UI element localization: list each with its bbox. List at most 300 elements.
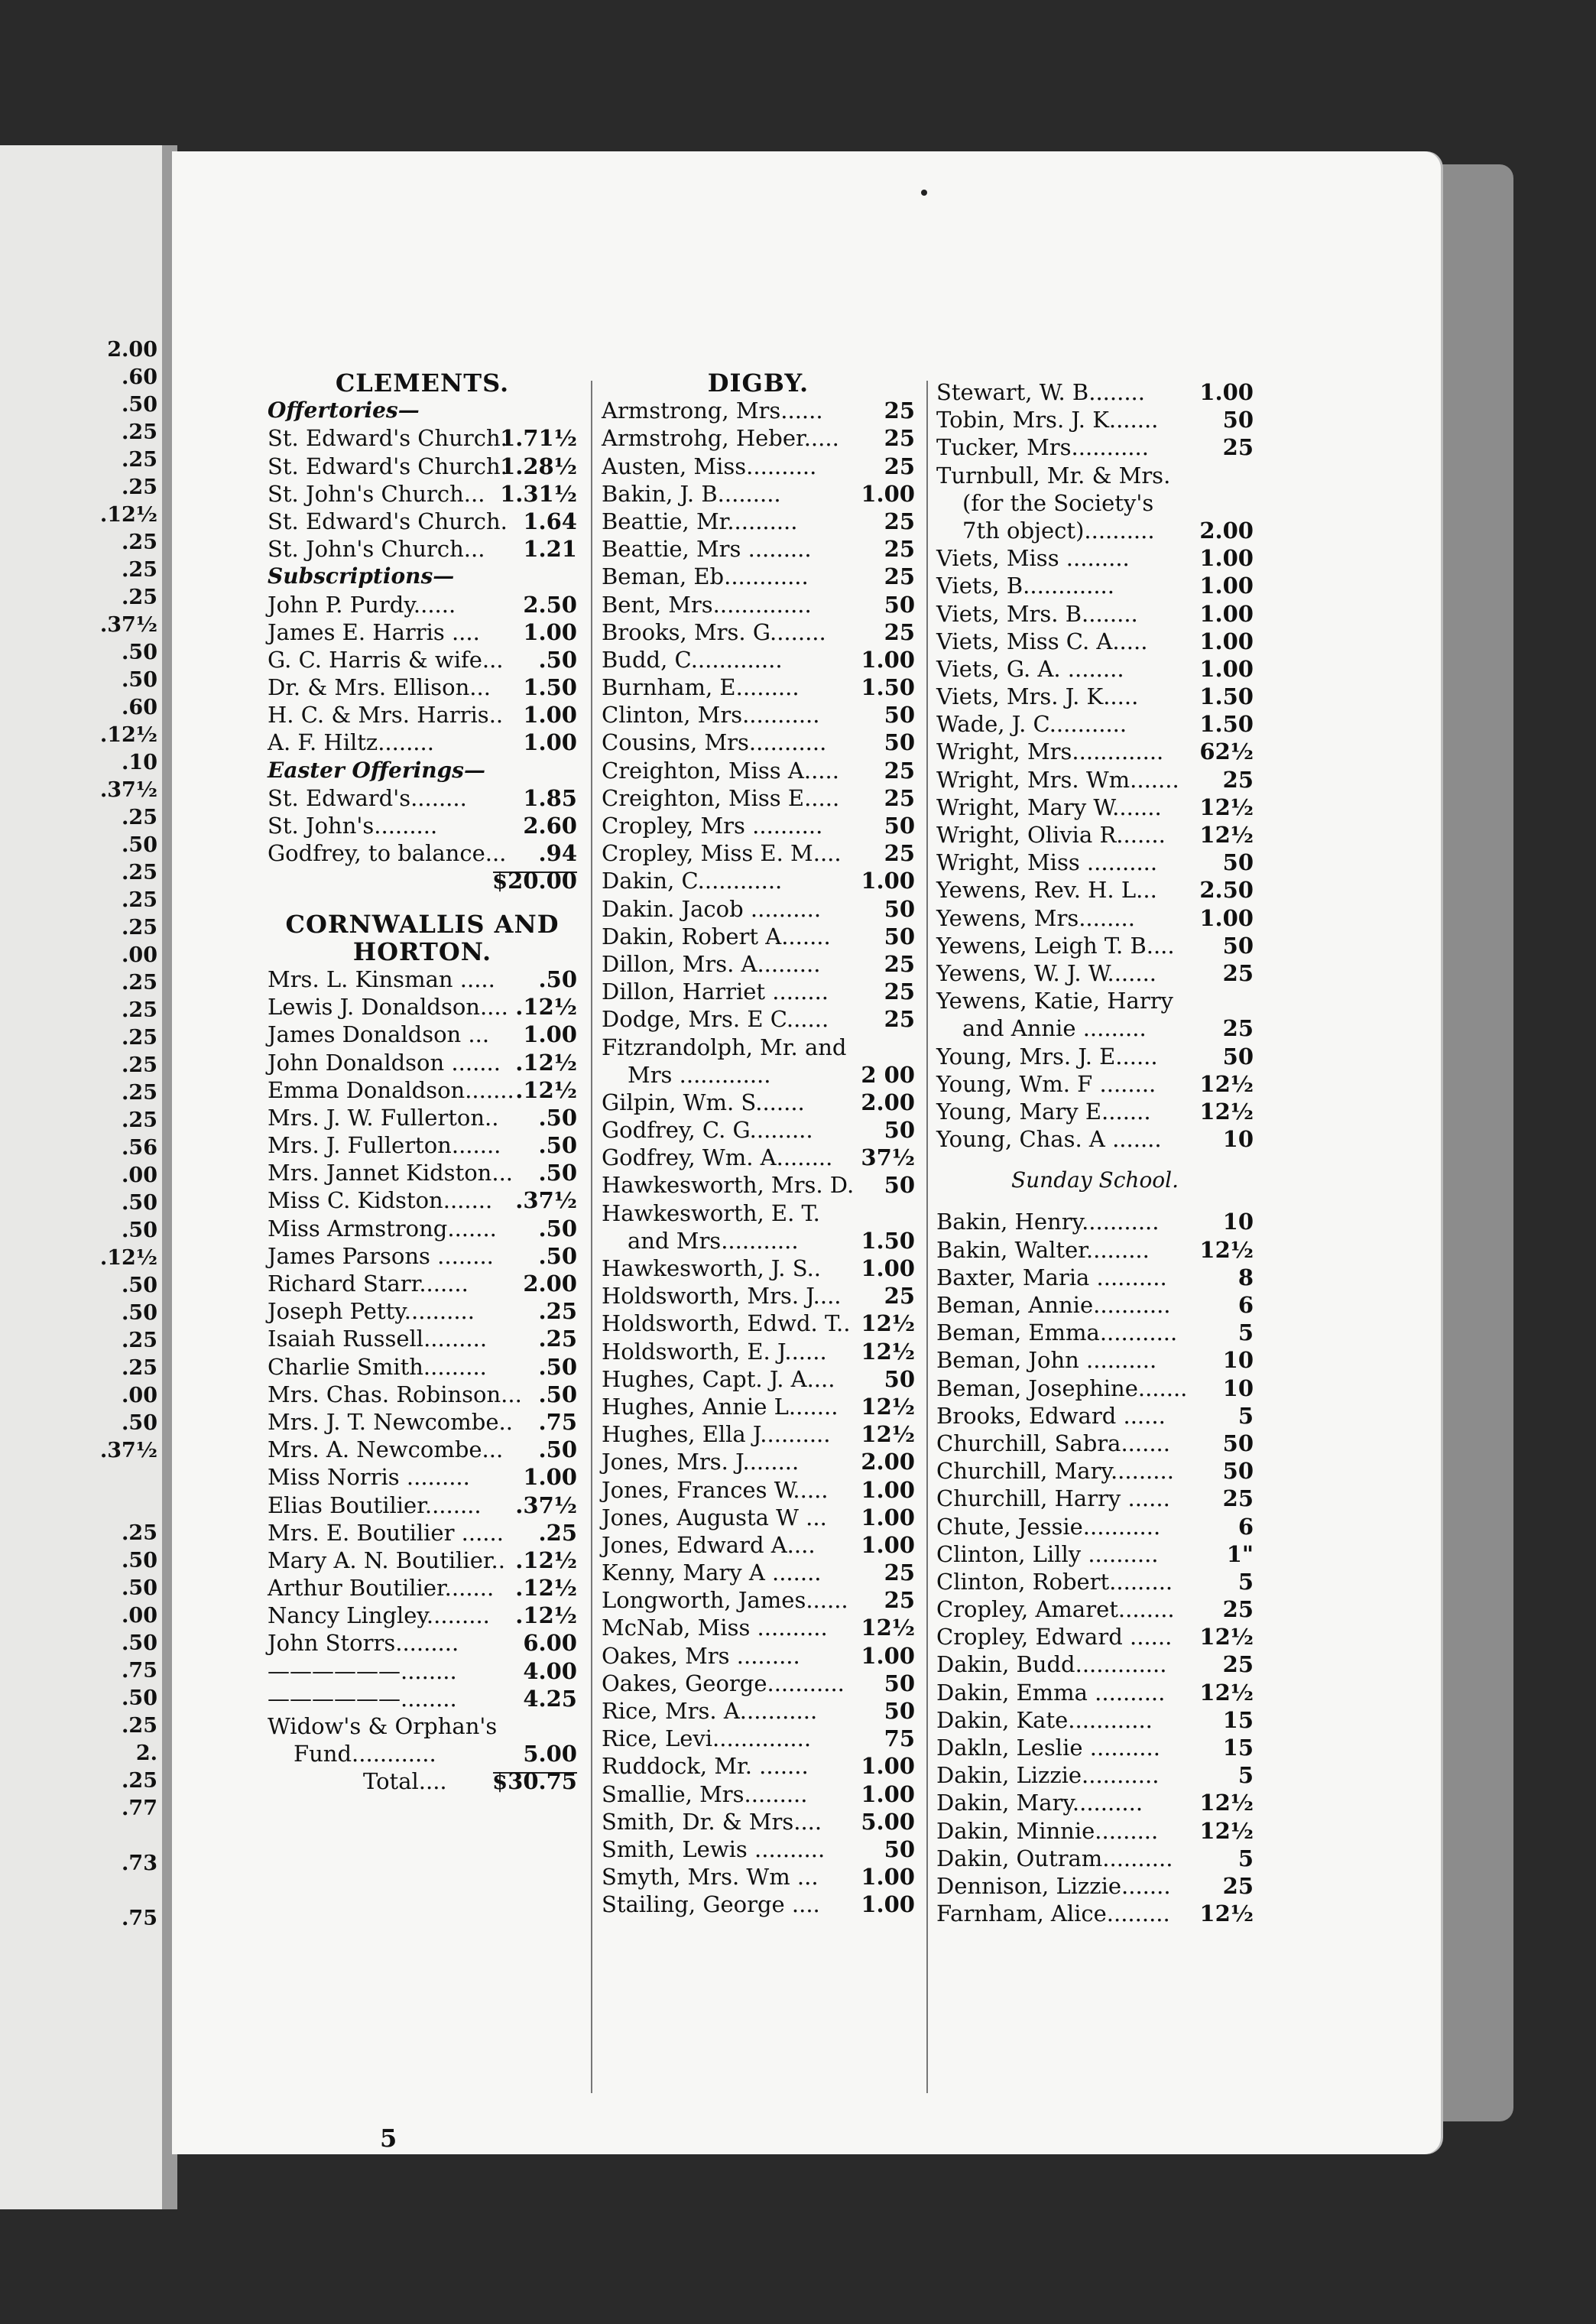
entry-name: Clinton, Lilly .......... xyxy=(936,1540,1159,1567)
list-item xyxy=(268,535,577,563)
entry-amount: 50 xyxy=(1222,1458,1254,1485)
entry-amount: 50 xyxy=(884,1670,915,1696)
list-item xyxy=(936,1014,1254,1042)
entry-amount: 1.00 xyxy=(1199,904,1254,931)
list-item xyxy=(936,959,1254,987)
entry-amount: 10 xyxy=(1222,1347,1254,1374)
entry-name: Hawkesworth, E. T. xyxy=(602,1199,820,1226)
entry-name: Dakin, Budd............. xyxy=(936,1651,1167,1678)
entry-amount: 12½ xyxy=(1199,1098,1254,1125)
entry-amount: 5 xyxy=(1238,1762,1254,1789)
entry-amount: .50 xyxy=(538,646,577,673)
list-item xyxy=(602,701,915,729)
entry-name: Young, Mary E....... xyxy=(936,1098,1151,1125)
entry-amount: 25 xyxy=(884,563,915,590)
list-item xyxy=(602,812,915,839)
entry-name: Nancy Lingley......... xyxy=(268,1602,490,1629)
entry-name: Mrs. J. T. Newcombe.. xyxy=(268,1408,513,1435)
heading-sunday-school: Sunday School. xyxy=(1010,1167,1179,1193)
column-rule-2 xyxy=(926,381,928,2093)
list-item xyxy=(936,1485,1254,1512)
entry-name: Dillon, Harriet ........ xyxy=(602,979,829,1005)
list-item xyxy=(602,867,915,894)
list-item xyxy=(936,1845,1254,1872)
entry-amount: 6.00 xyxy=(523,1630,577,1657)
entry-amount: 37½ xyxy=(861,1144,915,1171)
entry-name: Viets, Mrs. J. K..... xyxy=(936,683,1139,710)
list-item xyxy=(602,1282,915,1310)
list-item xyxy=(602,1752,915,1780)
entry-amount: 50 xyxy=(884,1836,915,1862)
left-page-amount xyxy=(89,1878,157,1905)
left-page-amount xyxy=(89,1823,157,1850)
entry-name: Viets, Miss ......... xyxy=(936,545,1130,572)
entry-amount: 6 xyxy=(1238,1513,1254,1540)
entry-amount: 12½ xyxy=(1199,1679,1254,1706)
subtotal-row xyxy=(268,867,577,894)
entry-amount: 1.00 xyxy=(861,1780,915,1807)
list-item xyxy=(936,600,1254,628)
entry-amount: 62½ xyxy=(1199,738,1254,765)
list-item xyxy=(268,1104,577,1131)
list-item xyxy=(602,646,915,674)
entry-amount: 50 xyxy=(884,729,915,756)
left-page-amount: .73 xyxy=(122,1852,157,1875)
list-item xyxy=(936,1098,1254,1125)
list-item xyxy=(602,1393,915,1420)
entry-name: John Storrs......... xyxy=(268,1630,459,1657)
entry-amount: 12½ xyxy=(1199,1236,1254,1263)
list-item xyxy=(602,1089,915,1116)
list-item xyxy=(268,591,577,618)
entry-name: Dodge, Mrs. E C...... xyxy=(602,1006,829,1033)
list-item xyxy=(936,1679,1254,1706)
entry-amount: 1.85 xyxy=(523,784,577,811)
entry-name: Stailing, George .... xyxy=(602,1891,820,1918)
entry-name: Lewis J. Donaldson.... xyxy=(268,994,508,1021)
list-item xyxy=(602,757,915,784)
entry-name: Brooks, Edward ...... xyxy=(936,1402,1166,1429)
entry-name: Rice, Levi.............. xyxy=(602,1725,812,1752)
entry-name: Mrs. J. W. Fullerton.. xyxy=(268,1104,499,1131)
list-item xyxy=(268,1408,577,1436)
entry-amount: 12½ xyxy=(861,1338,915,1365)
entry-name: Armstrohg, Heber..... xyxy=(602,425,839,452)
list-item xyxy=(602,1863,915,1891)
entry-name: Beman, Eb............ xyxy=(602,563,809,590)
entry-name: Longworth, James...... xyxy=(602,1587,848,1614)
entry-name: Budd, C............. xyxy=(602,646,783,673)
list-item xyxy=(936,821,1254,849)
entry-amount: 2.50 xyxy=(1199,877,1254,904)
left-page-amount: .12½ xyxy=(99,723,157,747)
entry-amount: 12½ xyxy=(861,1615,915,1641)
list-item xyxy=(268,993,577,1021)
list-item xyxy=(936,1043,1254,1070)
entry-name: Clinton, Robert......... xyxy=(936,1568,1173,1595)
entry-name: Cropley, Miss E. M.... xyxy=(602,840,842,867)
entry-name: Godfrey, C. G......... xyxy=(602,1117,813,1144)
entry-name: St. John's Church... xyxy=(268,480,485,507)
list-item xyxy=(602,1448,915,1475)
entry-name: Mrs. A. Newcombe... xyxy=(268,1436,504,1463)
entry-amount: 12½ xyxy=(1199,1624,1254,1650)
entry-amount: 10 xyxy=(1222,1375,1254,1401)
entry-name: Chute, Jessie........... xyxy=(936,1513,1161,1540)
left-page-amount: .25 xyxy=(122,1769,157,1793)
entry-amount: .12½ xyxy=(515,1049,577,1076)
entry-name: Arthur Boutilier....... xyxy=(268,1575,495,1602)
left-page-amount: 2.00 xyxy=(107,338,157,362)
entry-name: Miss Norris ......... xyxy=(268,1464,470,1491)
list-item xyxy=(936,738,1254,765)
list-item xyxy=(602,618,915,646)
list-item xyxy=(268,1186,577,1214)
entry-amount: 5 xyxy=(1238,1845,1254,1871)
left-page-amount xyxy=(89,1465,157,1492)
entry-amount: 50 xyxy=(884,923,915,949)
entry-amount: 12½ xyxy=(1199,822,1254,848)
entry-amount: 25 xyxy=(884,1587,915,1614)
left-page-amount: .37½ xyxy=(99,778,157,802)
list-item xyxy=(268,1270,577,1297)
list-item xyxy=(936,932,1254,959)
print-dot xyxy=(921,190,927,196)
list-item xyxy=(936,1734,1254,1761)
entry-amount: 1.00 xyxy=(861,1531,915,1558)
list-item xyxy=(602,1808,915,1836)
entry-amount: .50 xyxy=(538,1436,577,1463)
entry-name: Charlie Smith......... xyxy=(268,1353,487,1380)
list-item xyxy=(936,1568,1254,1595)
list-item xyxy=(268,1685,577,1712)
entry-amount: 1" xyxy=(1226,1540,1254,1567)
list-item xyxy=(602,453,915,480)
list-item xyxy=(936,710,1254,738)
entry-name: Smallie, Mrs......... xyxy=(602,1780,808,1807)
left-page-amount: .50 xyxy=(122,1301,157,1325)
entry-name: Cousins, Mrs........... xyxy=(602,729,827,756)
entry-name: Beman, Emma........... xyxy=(936,1319,1178,1346)
list-item xyxy=(268,1519,577,1547)
left-page-amount: .25 xyxy=(122,586,157,609)
entry-name: McNab, Miss .......... xyxy=(602,1615,828,1641)
entry-amount: 1.64 xyxy=(523,508,577,534)
left-page-amount: .25 xyxy=(122,1521,157,1545)
list-item xyxy=(268,1629,577,1657)
list-item xyxy=(936,462,1254,489)
entry-amount: 1.50 xyxy=(861,1227,915,1254)
list-item xyxy=(602,1034,915,1061)
entry-amount: 12½ xyxy=(861,1393,915,1420)
left-page-amount: .50 xyxy=(122,1686,157,1710)
entry-amount: .25 xyxy=(538,1326,577,1352)
list-item xyxy=(936,1623,1254,1650)
list-item xyxy=(936,1457,1254,1485)
list-item xyxy=(602,729,915,756)
entry-name: Oakes, Mrs ......... xyxy=(602,1642,800,1669)
entry-amount: 4.00 xyxy=(523,1657,577,1684)
entry-amount: 15 xyxy=(1222,1735,1254,1761)
list-item xyxy=(268,1436,577,1463)
entry-name: Mrs. E. Boutilier ...... xyxy=(268,1519,504,1546)
left-page xyxy=(0,145,165,2209)
left-page-amount: .50 xyxy=(122,393,157,417)
entry-amount: 2.00 xyxy=(861,1089,915,1115)
entry-amount: 1.00 xyxy=(861,646,915,673)
list-item xyxy=(936,1070,1254,1098)
entry-amount: 2 00 xyxy=(861,1061,915,1088)
entry-name: James E. Harris .... xyxy=(268,618,480,645)
left-page-amount: .50 xyxy=(122,1411,157,1435)
entry-name: Dakin. Jacob .......... xyxy=(602,895,822,922)
list-item xyxy=(602,1227,915,1255)
entry-name: Bakin, J. B......... xyxy=(602,480,781,507)
list-item xyxy=(268,424,577,452)
entry-amount: 1.00 xyxy=(861,868,915,894)
left-page-amount: .00 xyxy=(122,943,157,967)
list-item xyxy=(268,646,577,674)
list-item xyxy=(602,1310,915,1337)
list-item xyxy=(268,1381,577,1408)
entry-amount: 1.00 xyxy=(523,618,577,645)
entry-amount: 25 xyxy=(1222,1651,1254,1678)
entry-amount: 50 xyxy=(884,1698,915,1724)
entry-amount: 25 xyxy=(884,1006,915,1033)
left-page-amount: .25 xyxy=(122,1714,157,1738)
list-item xyxy=(602,674,915,701)
entry-amount: 50 xyxy=(884,895,915,922)
entry-amount: .12½ xyxy=(515,1575,577,1602)
left-page-amount: .10 xyxy=(122,751,157,774)
entry-amount: 15 xyxy=(1222,1706,1254,1733)
left-page-amount: .25 xyxy=(122,420,157,444)
list-item xyxy=(268,1547,577,1574)
list-item xyxy=(936,1761,1254,1789)
entry-name: 7th object).......... xyxy=(962,517,1155,544)
left-page-amount: .75 xyxy=(122,1659,157,1683)
list-item xyxy=(936,1789,1254,1816)
list-item xyxy=(268,729,577,756)
entry-name: Oakes, George........... xyxy=(602,1670,845,1696)
entry-name: Dakin, Minnie......... xyxy=(936,1817,1159,1844)
list-item xyxy=(268,1297,577,1325)
entry-amount: 1.50 xyxy=(1199,683,1254,710)
list-item xyxy=(268,1049,577,1076)
entry-name: Yewens, W. J. W....... xyxy=(936,959,1157,986)
left-page-amount: .12½ xyxy=(99,503,157,527)
entry-name: Wright, Miss .......... xyxy=(936,849,1158,876)
entry-name: Kenny, Mary A ....... xyxy=(602,1560,822,1586)
list-item xyxy=(602,1531,915,1559)
entry-name: Dakin, Robert A....... xyxy=(602,923,831,949)
entry-amount: .37½ xyxy=(515,1187,577,1214)
entry-name: Dakin, Mary.......... xyxy=(936,1790,1143,1816)
entry-name: Richard Starr....... xyxy=(268,1271,469,1297)
left-page-amount: .25 xyxy=(122,916,157,940)
list-item xyxy=(268,1076,577,1104)
entry-amount: 1.00 xyxy=(861,1891,915,1918)
entry-name: Cropley, Edward ...... xyxy=(936,1624,1173,1650)
entry-name: Wright, Mary W....... xyxy=(936,794,1162,820)
entry-amount: 25 xyxy=(1222,959,1254,986)
list-item xyxy=(936,1595,1254,1623)
list-item xyxy=(936,1540,1254,1568)
column-rule-1 xyxy=(591,381,592,2093)
entry-amount: 1.00 xyxy=(861,1864,915,1891)
entry-amount: 75 xyxy=(884,1725,915,1752)
entry-name: St. John's......... xyxy=(268,813,438,839)
list-item xyxy=(602,978,915,1005)
entry-name: Fitzrandolph, Mr. and xyxy=(602,1034,847,1060)
entry-name: Mrs. L. Kinsman ..... xyxy=(268,966,495,992)
entry-amount: 12½ xyxy=(1199,1817,1254,1844)
left-page-amount: .37½ xyxy=(99,1439,157,1462)
list-subscriptions xyxy=(268,591,577,757)
list-item xyxy=(602,508,915,535)
entry-name: Miss C. Kidston....... xyxy=(268,1187,493,1214)
list-easter xyxy=(268,784,577,868)
entry-amount: .50 xyxy=(538,966,577,992)
entry-name: Mrs. Jannet Kidston... xyxy=(268,1160,514,1186)
entry-name: Young, Chas. A ....... xyxy=(936,1126,1162,1153)
entry-name: Bakin, Walter......... xyxy=(936,1236,1150,1263)
widows-fund-row-1 xyxy=(268,1712,577,1740)
list-item xyxy=(936,794,1254,821)
entry-amount: 1.50 xyxy=(523,674,577,701)
left-page-amount: .50 xyxy=(122,1274,157,1297)
list-item xyxy=(936,517,1254,544)
entry-amount: .50 xyxy=(538,1242,577,1269)
left-page-amount: .60 xyxy=(122,365,157,389)
entry-name: Young, Wm. F ........ xyxy=(936,1070,1156,1097)
list-item xyxy=(602,784,915,812)
left-page-amount: .56 xyxy=(122,1136,157,1160)
entry-amount: .12½ xyxy=(515,1602,577,1629)
entry-name: Mrs. J. Fullerton....... xyxy=(268,1132,501,1159)
list-item xyxy=(936,849,1254,876)
entry-name: Holdsworth, Edwd. T.. xyxy=(602,1310,851,1337)
entry-amount: 25 xyxy=(884,1283,915,1310)
entry-amount: .50 xyxy=(538,1160,577,1186)
entry-amount: 2.60 xyxy=(523,813,577,839)
left-page-amount: .25 xyxy=(122,806,157,829)
list-item xyxy=(268,1657,577,1685)
left-page-amount xyxy=(89,1492,157,1520)
left-page-amount: .25 xyxy=(122,971,157,995)
entry-amount: 12½ xyxy=(1199,794,1254,820)
entry-name: (for the Society's xyxy=(962,489,1154,516)
list-item xyxy=(602,1614,915,1641)
total-label: Total.... xyxy=(363,1768,447,1795)
entry-amount: 50 xyxy=(1222,1430,1254,1456)
entry-amount: 25 xyxy=(884,536,915,563)
entry-amount: 1.50 xyxy=(1199,711,1254,738)
column-digby-continued xyxy=(936,378,1254,1927)
entry-name: Smyth, Mrs. Wm ... xyxy=(602,1864,819,1891)
list-item xyxy=(936,406,1254,433)
entry-amount: 50 xyxy=(884,702,915,729)
entry-amount: .25 xyxy=(538,1519,577,1546)
list-item xyxy=(268,1159,577,1186)
list-sunday-school xyxy=(936,1208,1254,1927)
list-item xyxy=(602,1725,915,1752)
section-title-clements: CLEMENTS. xyxy=(335,368,510,398)
entry-amount: .94 xyxy=(538,840,577,867)
left-page-amount: .25 xyxy=(122,558,157,582)
entry-name: Gilpin, Wm. S....... xyxy=(602,1089,805,1115)
list-item xyxy=(268,701,577,729)
left-page-amounts xyxy=(89,336,157,1933)
list-item xyxy=(936,378,1254,406)
entry-name: John Donaldson ....... xyxy=(268,1049,501,1076)
heading-subscriptions: Subscriptions— xyxy=(268,563,455,589)
list-item xyxy=(936,1706,1254,1734)
list-item xyxy=(602,1255,915,1282)
entry-amount: 1.50 xyxy=(861,674,915,701)
list-item xyxy=(268,1602,577,1629)
entry-name: and Annie ......... xyxy=(962,1015,1147,1042)
list-item xyxy=(936,1872,1254,1900)
entry-amount: 1.00 xyxy=(861,1476,915,1503)
list-item xyxy=(936,1125,1254,1153)
left-page-amount: .25 xyxy=(122,1026,157,1050)
entry-amount: 25 xyxy=(1222,766,1254,793)
left-page-amount: .25 xyxy=(122,1356,157,1380)
left-page-amount: .75 xyxy=(122,1907,157,1930)
entry-name: Farnham, Alice......... xyxy=(936,1900,1170,1927)
entry-amount: .50 xyxy=(538,1104,577,1131)
left-page-amount: .37½ xyxy=(99,613,157,637)
entry-name: Clinton, Mrs........... xyxy=(602,702,820,729)
entry-name: Creighton, Miss A..... xyxy=(602,757,839,784)
list-item xyxy=(602,1697,915,1725)
entry-amount: 1.00 xyxy=(861,1255,915,1281)
left-page-amount: .25 xyxy=(122,1053,157,1077)
left-page-amount: .25 xyxy=(122,448,157,472)
entry-amount: 1.00 xyxy=(523,1021,577,1048)
list-item xyxy=(936,1900,1254,1927)
entry-amount: 1.31½ xyxy=(500,480,577,507)
left-page-amount: .25 xyxy=(122,1108,157,1132)
list-item xyxy=(268,784,577,812)
entry-amount: 50 xyxy=(884,1117,915,1144)
entry-name: Beman, Annie........... xyxy=(936,1292,1171,1318)
list-item xyxy=(268,966,577,993)
left-page-amount: .50 xyxy=(122,1549,157,1573)
entry-amount: 25 xyxy=(884,453,915,479)
entry-amount: 50 xyxy=(884,591,915,618)
list-item xyxy=(602,1891,915,1918)
list-item xyxy=(602,563,915,590)
subtotal-amount: $20.00 xyxy=(492,868,577,894)
entry-amount: 25 xyxy=(884,508,915,534)
entry-name: Yewens, Katie, Harry xyxy=(936,988,1173,1014)
list-cornwallis xyxy=(268,966,577,1712)
left-page-amount: .50 xyxy=(122,1219,157,1242)
left-page-amount: .00 xyxy=(122,1384,157,1407)
entry-amount: 1.00 xyxy=(861,1642,915,1669)
entry-name: Beman, John .......... xyxy=(936,1347,1157,1374)
entry-name: Burnham, E......... xyxy=(602,674,800,701)
entry-name: Hawkesworth, Mrs. D. xyxy=(602,1172,855,1199)
widows-fund-label-1: Widow's & Orphan's xyxy=(268,1713,498,1739)
left-page-amount: .25 xyxy=(122,1329,157,1352)
list-item xyxy=(936,1513,1254,1540)
entry-name: Cropley, Amaret........ xyxy=(936,1596,1175,1623)
list-item xyxy=(602,923,915,950)
entry-amount: .50 xyxy=(538,1353,577,1380)
